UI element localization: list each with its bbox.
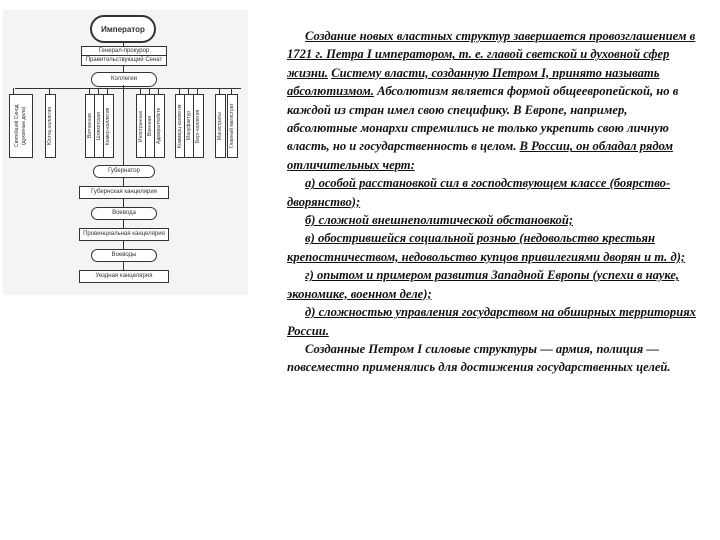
list-item: г) опытом и примером развития Западной Европы (успехи в науке, экономике, военном деле); bbox=[287, 268, 680, 301]
document-text bbox=[287, 27, 697, 377]
collegia-node: Коллегии bbox=[91, 72, 157, 87]
list-item: в) обострившейся социальной рознью (недовольство крестьян крепостничеством, недовольство купцов привилегиями дворян и т. д); bbox=[287, 231, 686, 264]
chain-node: Губернатор bbox=[93, 165, 155, 178]
state-structure-diagram bbox=[3, 10, 248, 295]
emperor-node: Император bbox=[90, 15, 156, 43]
connector bbox=[123, 198, 124, 207]
collegium-node: Главный магистрат bbox=[227, 94, 238, 158]
collegium-node: Камер-коллегия bbox=[103, 94, 114, 158]
collegium-node: Магистраты bbox=[215, 94, 226, 158]
prosecutor-node: Генерал-прокурор bbox=[81, 46, 167, 56]
collegium-node: Мануфактур bbox=[184, 94, 195, 158]
collegium-node: Юстиц-коллегия bbox=[45, 94, 56, 158]
list-item: а) особой расстановкой сил в господствующем классе (боярство-дворянство); bbox=[287, 176, 671, 209]
list-item: д) сложностью управления государством на обширных территориях России. bbox=[287, 305, 696, 338]
chain-node: Губернская канцелярия bbox=[79, 186, 169, 199]
text-underlined-1: Создание новых властных структур завершается провозглашением в 1721 г. Петра I императором, т. е. главой светской и духовной сфер жизни. bbox=[287, 29, 696, 80]
chain-node: Воевода bbox=[91, 207, 157, 220]
senate-node: Правительствующий Сенат bbox=[81, 55, 167, 66]
collegium-node: Берг-коллегия bbox=[193, 94, 204, 158]
collegium-node: Иностранных bbox=[136, 94, 147, 158]
text-underlined-2: Систему власти, созданную Петром I, принято называть абсолютизмом. bbox=[287, 65, 660, 99]
text-underlined-3: В России, он обладал рядом отличительных черт: bbox=[287, 139, 674, 172]
collegium-node: Шляхетская bbox=[94, 94, 105, 158]
chain-node: Воеводы bbox=[91, 249, 157, 262]
chain-node: Провинциальная канцелярия bbox=[79, 228, 169, 241]
collegium-node: Военная bbox=[145, 94, 156, 158]
collegium-node: Святейший Синод (духовные дела) bbox=[9, 94, 33, 158]
chain-node: Уездная канцелярия bbox=[79, 270, 169, 283]
collegium-node: Коммерц-коллегия bbox=[175, 94, 186, 158]
connector bbox=[123, 177, 124, 186]
connector bbox=[123, 240, 124, 249]
text-plain: Абсолютизм является формой общеевропейской, но в каждой из стран имел свою специфику. В Европе, например, абсолютные монархи стремились не только укрепить свою личную власть, но и государственность в целом. bbox=[287, 84, 679, 154]
collegium-node: Адмиралтейств bbox=[154, 94, 165, 158]
list-item: б) сложной внешнеполитической обстановкой; bbox=[305, 213, 574, 228]
closing-paragraph: Созданные Петром I силовые структуры — армия, полиция — повсеместно применялись для достижения государственных целей. bbox=[287, 341, 671, 375]
connector bbox=[123, 261, 124, 270]
collegium-node: Вотчинная bbox=[85, 94, 96, 158]
connector bbox=[123, 219, 124, 228]
